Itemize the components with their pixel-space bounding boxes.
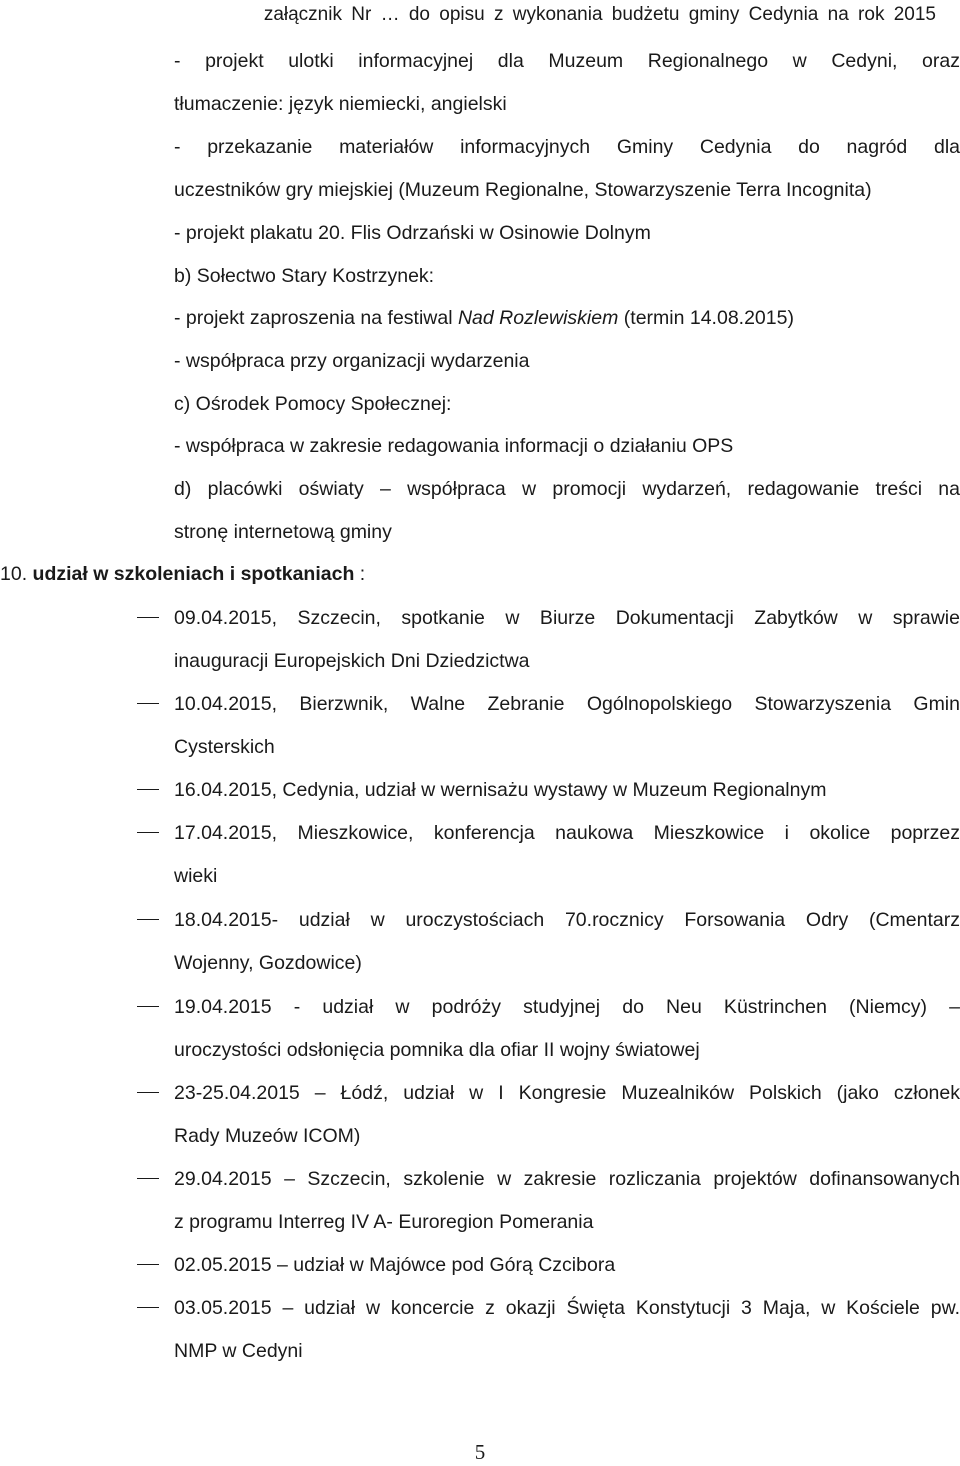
paragraph-line (174, 303, 960, 333)
dash-bullet (137, 789, 159, 790)
event-line: 17.04.2015, Mieszkowice, konferencja naukowa Mieszkowice i okolice poprzez (174, 822, 960, 844)
festival-name: Nad Rozlewiskiem (457, 307, 619, 329)
section-title: udział w szkoleniach i spotkaniach (32, 563, 355, 585)
paragraph-line: - współpraca w zakresie redagowania informacji o działaniu OPS (174, 435, 734, 457)
event-line: Cysterskich (174, 736, 275, 758)
section-number: 10. (0, 563, 28, 585)
event-line: 02.05.2015 – udział w Majówce pod Górą Czcibora (174, 1254, 616, 1276)
paragraph-line: b) Sołectwo Stary Kostrzynek: (174, 265, 435, 287)
dash-bullet (137, 703, 159, 704)
section-suffix: : (354, 563, 366, 585)
paragraph-line: - projekt ulotki informacyjnej dla Muzeum Regionalnego w Cedyni, oraz (174, 50, 960, 72)
paragraph-line: uczestników gry miejskiej (Muzeum Regionalne, Stowarzyszenie Terra Incognita) (174, 179, 872, 201)
paragraph-line: c) Ośrodek Pomocy Społecznej: (174, 393, 452, 415)
dash-bullet (137, 832, 159, 833)
dash-bullet (137, 617, 159, 618)
paragraph-line: d) placówki oświaty – współpraca w promocji wydarzeń, redagowanie treści na (174, 478, 960, 500)
paragraph-line: stronę internetową gminy (174, 521, 392, 543)
event-line: Rady Muzeów ICOM) (174, 1125, 361, 1147)
event-line: 10.04.2015, Bierzwnik, Walne Zebranie Ogólnopolskiego Stowarzyszenia Gmin (174, 693, 960, 715)
event-line: 18.04.2015- udział w uroczystościach 70.rocznicy Forsowania Odry (Cmentarz (174, 909, 960, 931)
dash-bullet (137, 1178, 159, 1179)
event-line: NMP w Cedyni (174, 1340, 303, 1362)
event-line: 23-25.04.2015 – Łódź, udział w I Kongresie Muzealników Polskich (jako członek (174, 1082, 960, 1104)
event-line: Wojenny, Gozdowice) (174, 952, 362, 974)
event-line: wieki (174, 865, 218, 887)
event-line: inauguracji Europejskich Dni Dziedzictwa (174, 650, 530, 672)
page-number: 5 (474, 1440, 486, 1464)
dash-bullet (137, 1307, 159, 1308)
dash-bullet (137, 919, 159, 920)
event-line: 29.04.2015 – Szczecin, szkolenie w zakresie rozliczania projektów dofinansowanych (174, 1168, 960, 1190)
paragraph-line: tłumaczenie: język niemiecki, angielski (174, 93, 507, 115)
paragraph-line: - projekt plakatu 20. Flis Odrzański w Osinowie Dolnym (174, 222, 651, 244)
event-line: z programu Interreg IV A- Euroregion Pomerania (174, 1211, 594, 1233)
dash-bullet (137, 1092, 159, 1093)
document-header: załącznik Nr … do opisu z wykonania budżetu gminy Cedynia na rok 2015 (263, 4, 936, 25)
text-span: - projekt zaproszenia na festiwal (174, 307, 458, 329)
event-line: 16.04.2015, Cedynia, udział w wernisażu wystawy w Muzeum Regionalnym (174, 779, 827, 801)
event-line: uroczystości odsłonięcia pomnika dla ofiar II wojny światowej (174, 1039, 700, 1061)
text-span: (termin 14.08.2015) (618, 307, 794, 329)
dash-bullet (137, 1006, 159, 1007)
paragraph-line: - współpraca przy organizacji wydarzenia (174, 350, 530, 372)
paragraph-line: - przekazanie materiałów informacyjnych Gminy Cedynia do nagród dla (174, 136, 960, 158)
event-line: 19.04.2015 - udział w podróży studyjnej do Neu Küstrinchen (Niemcy) – (174, 996, 960, 1018)
section-heading (0, 559, 365, 589)
event-line: 03.05.2015 – udział w koncercie z okazji Święta Konstytucji 3 Maja, w Kościele pw. (174, 1297, 960, 1319)
event-line: 09.04.2015, Szczecin, spotkanie w Biurze Dokumentacji Zabytków w sprawie (174, 607, 960, 629)
dash-bullet (137, 1264, 159, 1265)
